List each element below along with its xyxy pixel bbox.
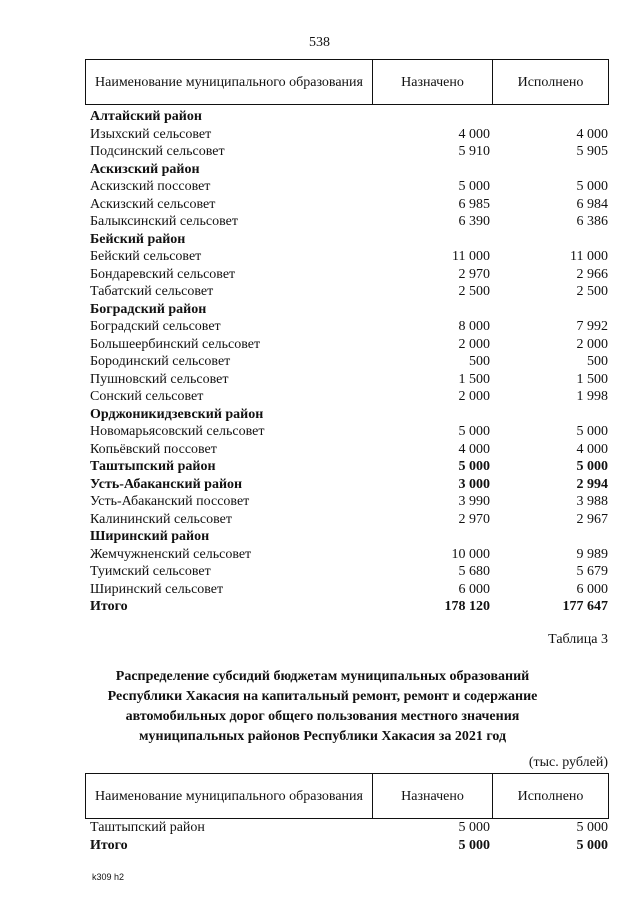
- row-name: Копьёвский поссовет: [90, 441, 217, 457]
- row-executed: 1 500: [576, 371, 608, 387]
- row-name: Жемчужненский сельсовет: [90, 546, 252, 562]
- table-row: [87, 283, 608, 301]
- table-row: [87, 353, 608, 371]
- table3-body: [87, 819, 608, 854]
- table1-header-name: Наименование муниципального образования: [95, 74, 363, 90]
- row-name: Бейский район: [90, 231, 186, 247]
- row-assigned: 8 000: [458, 319, 490, 334]
- document-code: k309 h2: [92, 872, 125, 882]
- row-executed: 6 000: [576, 581, 608, 597]
- row-executed: 6 386: [576, 214, 608, 229]
- table-row: [87, 301, 608, 319]
- row-name: Калининский сельсовет: [90, 511, 232, 527]
- table3-title-line: муниципальных районов Республики Хакасия за 2021 год: [138, 729, 507, 744]
- table-row: [87, 108, 608, 126]
- table-row: [87, 266, 608, 284]
- row-executed: 9 989: [576, 546, 608, 562]
- table1-header: [85, 59, 609, 105]
- row-name: Пушновский сельсовет: [90, 371, 229, 387]
- page-number: 538: [309, 35, 330, 50]
- table-row: [87, 371, 608, 389]
- table3-title-line: автомобильных дорог общего пользования местного значения: [125, 709, 520, 724]
- row-assigned: 178 120: [444, 599, 490, 614]
- row-executed: 5 905: [576, 144, 608, 159]
- row-assigned: 4 000: [458, 126, 490, 142]
- row-name: Усть-Абаканский район: [90, 476, 243, 492]
- row-name: Алтайский район: [90, 109, 202, 124]
- row-executed: 5 000: [576, 837, 608, 853]
- table-row: [87, 231, 608, 249]
- table-row: [87, 563, 608, 581]
- table-row: [87, 406, 608, 424]
- row-name: Усть-Абаканский поссовет: [90, 494, 250, 509]
- row-executed: 2 994: [576, 476, 608, 492]
- row-executed: 2 000: [576, 336, 608, 352]
- row-name: Аскизский поссовет: [90, 179, 211, 194]
- row-name: Балыксинский сельсовет: [90, 214, 238, 229]
- table-row: [87, 388, 608, 406]
- table3-header-executed: Исполнено: [492, 774, 608, 818]
- row-assigned: 2 000: [458, 389, 490, 404]
- table3-label: Таблица 3: [548, 632, 608, 647]
- row-name: Бородинский сельсовет: [90, 354, 231, 369]
- table-row: [87, 143, 608, 161]
- table-row: [87, 546, 608, 564]
- row-assigned: 5 000: [458, 820, 490, 835]
- row-name: Новомарьясовский сельсовет: [90, 424, 265, 439]
- table-row: [87, 819, 608, 837]
- table-row: [87, 161, 608, 179]
- table3-title-line: Распределение субсидий бюджетам муниципальных образований: [115, 669, 530, 684]
- row-assigned: 2 970: [458, 511, 490, 527]
- row-name: Ширинский район: [90, 529, 210, 544]
- table-row: [87, 476, 608, 494]
- row-assigned: 2 500: [458, 284, 490, 299]
- row-assigned: 5 000: [458, 459, 490, 474]
- row-name: Ширинский сельсовет: [90, 581, 224, 597]
- table-row: [87, 126, 608, 144]
- table-row: [87, 248, 608, 266]
- table-row: [87, 458, 608, 476]
- table-row: [87, 196, 608, 214]
- row-assigned: 6 390: [458, 214, 490, 229]
- row-executed: 5 000: [576, 820, 608, 835]
- row-assigned: 5 000: [458, 424, 490, 439]
- table1-header-assigned: Назначено: [372, 60, 492, 104]
- row-name: Большеербинский сельсовет: [90, 336, 261, 352]
- row-name: Орджоникидзевский район: [90, 406, 264, 422]
- row-executed: 177 647: [562, 599, 608, 614]
- row-executed: 11 000: [570, 249, 608, 264]
- row-assigned: 5 000: [458, 837, 490, 853]
- table-row: [87, 837, 608, 855]
- row-executed: 2 500: [576, 284, 608, 299]
- row-assigned: 11 000: [452, 249, 490, 264]
- row-assigned: 6 000: [458, 581, 490, 597]
- row-assigned: 500: [469, 354, 490, 369]
- row-assigned: 2 000: [458, 336, 490, 352]
- row-name: Бондаревский сельсовет: [90, 266, 236, 282]
- row-executed: 1 998: [576, 389, 608, 404]
- row-assigned: 10 000: [451, 546, 490, 562]
- row-name: Бейский сельсовет: [90, 249, 202, 264]
- row-name: Табатский сельсовет: [90, 284, 214, 299]
- table3-title: [90, 667, 555, 747]
- table3-header-assigned: Назначено: [372, 774, 492, 818]
- row-executed: 6 984: [576, 196, 608, 212]
- table-row: [87, 598, 608, 616]
- row-executed: 500: [587, 354, 608, 369]
- table-row: [87, 178, 608, 196]
- row-name: Сонский сельсовет: [90, 389, 204, 404]
- table-row: [87, 336, 608, 354]
- table3-header: [85, 773, 609, 819]
- row-assigned: 3 990: [458, 494, 490, 509]
- row-name: Боградский сельсовет: [90, 319, 221, 334]
- table3-title-line: Республики Хакасия на капитальный ремонт, ремонт и содержание: [107, 689, 538, 704]
- table-row: [87, 493, 608, 511]
- row-executed: 3 988: [576, 494, 608, 509]
- table-row: [87, 511, 608, 529]
- row-name: Итого: [90, 599, 128, 614]
- table-row: [87, 528, 608, 546]
- row-assigned: 1 500: [458, 371, 490, 387]
- row-assigned: 4 000: [458, 441, 490, 457]
- row-name: Таштыпский район: [90, 820, 205, 835]
- row-name: Подсинский сельсовет: [90, 144, 225, 159]
- row-executed: 4 000: [576, 441, 608, 457]
- units-label: (тыс. рублей): [528, 755, 608, 770]
- row-assigned: 5 000: [458, 179, 490, 194]
- row-name: Аскизский сельсовет: [90, 196, 216, 212]
- row-name: Изыхский сельсовет: [90, 126, 212, 142]
- row-assigned: 3 000: [458, 476, 490, 492]
- table1-header-executed: Исполнено: [492, 60, 608, 104]
- row-executed: 4 000: [576, 126, 608, 142]
- row-name: Аскизский район: [90, 161, 200, 177]
- table-row: [87, 213, 608, 231]
- row-name: Боградский район: [90, 301, 207, 317]
- table3-header-name: Наименование муниципального образования: [95, 788, 363, 804]
- row-name: Таштыпский район: [90, 459, 216, 474]
- table-row: [87, 318, 608, 336]
- row-executed: 2 966: [576, 266, 608, 282]
- table1-body: [87, 108, 608, 616]
- row-name: Туимский сельсовет: [90, 564, 211, 579]
- row-name: Итого: [90, 837, 128, 853]
- row-assigned: 6 985: [458, 196, 490, 212]
- table-row: [87, 423, 608, 441]
- row-assigned: 2 970: [458, 266, 490, 282]
- row-executed: 5 000: [576, 459, 608, 474]
- table-row: [87, 581, 608, 599]
- row-executed: 7 992: [576, 319, 608, 334]
- table-row: [87, 441, 608, 459]
- row-assigned: 5 680: [458, 564, 490, 579]
- row-executed: 5 000: [576, 179, 608, 194]
- row-executed: 2 967: [576, 511, 608, 527]
- row-assigned: 5 910: [458, 144, 490, 159]
- row-executed: 5 679: [576, 564, 608, 579]
- row-executed: 5 000: [576, 424, 608, 439]
